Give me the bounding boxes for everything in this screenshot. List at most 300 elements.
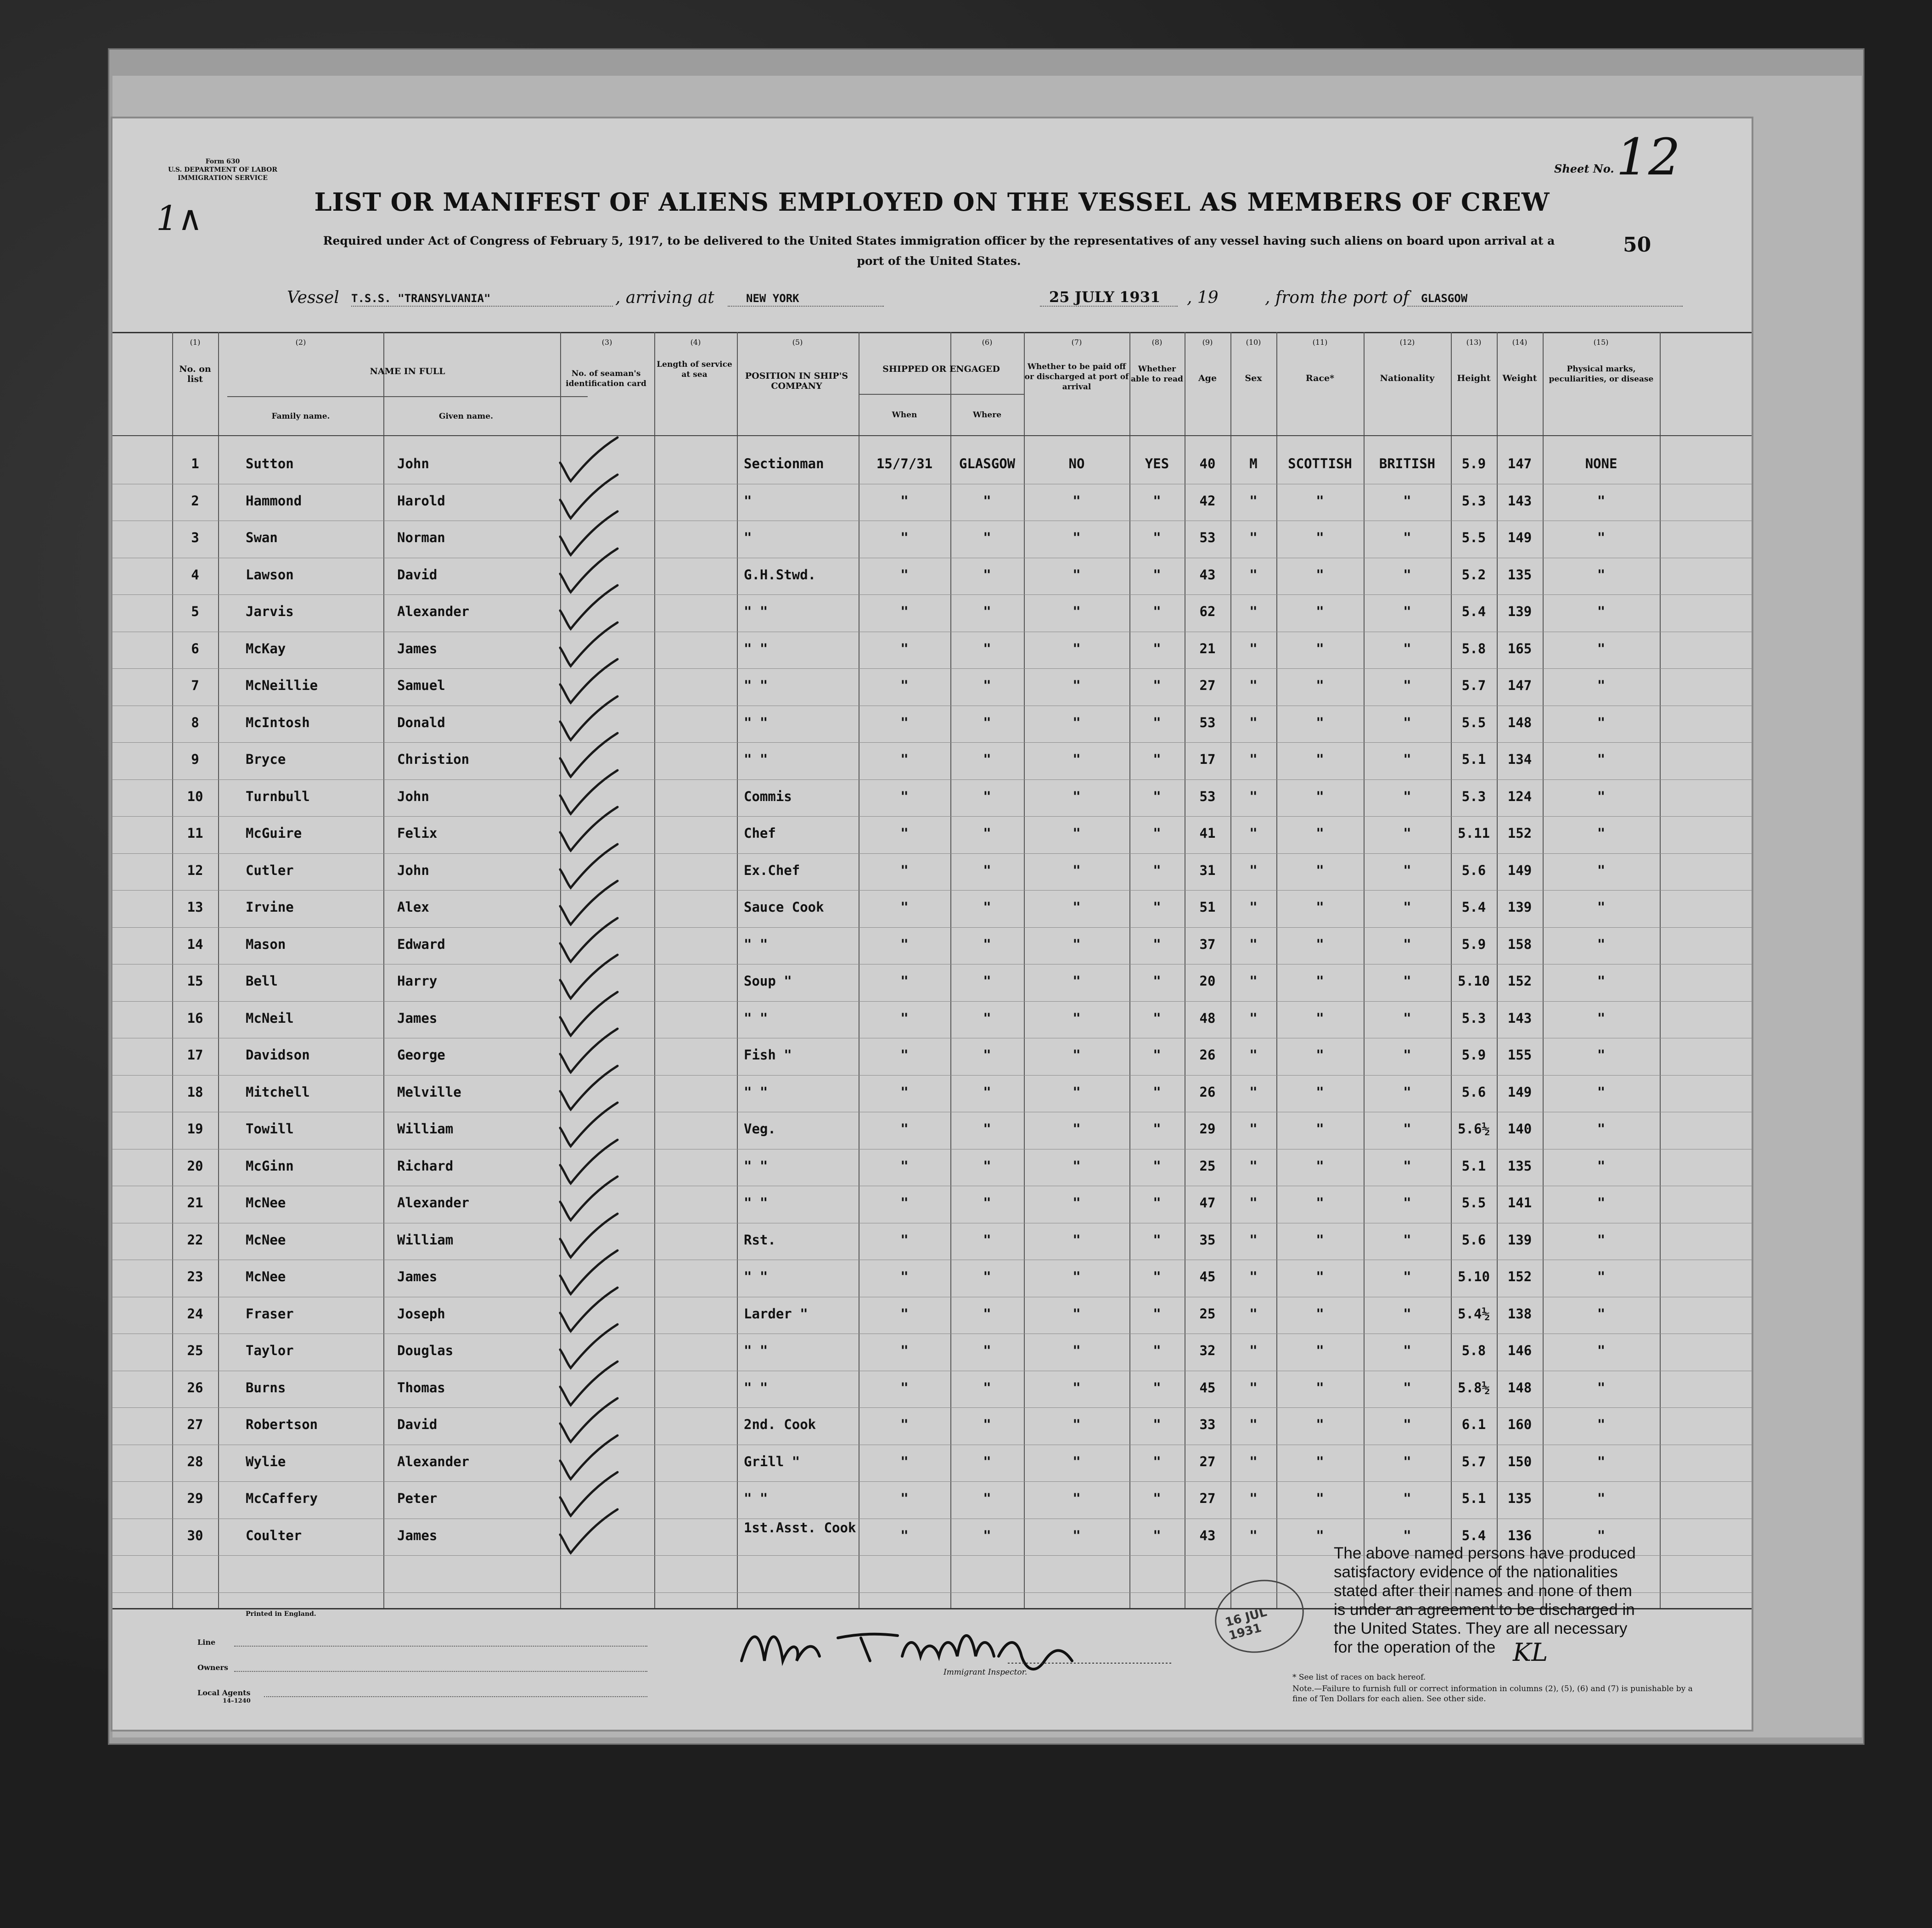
cell-where: " [983,936,991,952]
cell-where: " [983,1121,991,1137]
header-no-on-list: No. on list [179,364,211,384]
header-family-name: Family name. [271,412,330,421]
cell-family: Turnbull [246,789,310,804]
cell-sex: " [1249,1232,1258,1248]
table-row [112,594,1752,631]
cell-race: " [1316,604,1324,619]
cell-when: " [900,604,909,619]
cell-race: " [1316,493,1324,509]
cell-weight: 155 [1507,1047,1532,1063]
cell-when: " [900,936,909,952]
cell-race: " [1316,899,1324,915]
cell-nationality: " [1403,751,1411,767]
cell-when: " [900,1343,909,1358]
cell-age: 43 [1199,1528,1216,1543]
cell-sex: " [1249,678,1258,693]
cell-where: " [983,1084,991,1100]
cell-when: " [900,1084,909,1100]
cell-nationality: " [1403,1454,1411,1469]
cell-where: " [983,1380,991,1396]
cell-family: Towill [246,1121,294,1137]
cell-nationality: " [1403,1417,1411,1432]
cell-nationality: " [1403,1084,1411,1100]
cell-family: Jarvis [246,604,294,619]
cell-family: Irvine [246,899,294,915]
cell-weight: 143 [1507,1010,1532,1026]
cell-given: Richard [397,1158,454,1174]
cell-no: 20 [187,1158,203,1174]
cell-marks: " [1597,899,1606,915]
cell-height: 5.8 [1461,641,1486,656]
cell-race: " [1316,1491,1324,1506]
cell-position: Rst. [744,1232,776,1248]
cell-marks: " [1597,1084,1606,1100]
cell-race: " [1316,1417,1324,1432]
cell-family: Robertson [246,1417,318,1432]
cell-position: " [744,530,752,545]
cell-weight: 139 [1507,604,1532,619]
cell-when: " [900,567,909,583]
cell-position: " " [744,751,768,767]
cell-weight: 150 [1507,1454,1532,1469]
cell-no: 11 [187,825,203,841]
cell-paid: " [1073,715,1081,730]
column-number: (12) [1399,338,1415,347]
cell-height: 5.4 [1461,604,1486,619]
manifest-page [112,118,1752,1730]
cell-paid: " [1073,1047,1081,1063]
cell-age: 43 [1199,567,1216,583]
cell-given: Alex [397,899,429,915]
cell-given: Peter [397,1491,438,1506]
cell-when: " [900,715,909,730]
cell-family: Taylor [246,1343,294,1358]
cell-given: James [397,1269,438,1284]
cell-read: " [1153,641,1161,656]
cell-read: " [1153,715,1161,730]
cell-when: " [900,973,909,989]
cell-paid: " [1073,1195,1081,1211]
cell-where: " [983,973,991,989]
cell-weight: 147 [1507,456,1532,471]
cell-nationality: " [1403,567,1411,583]
cell-sex: " [1249,1084,1258,1100]
cell-marks: " [1597,1528,1606,1543]
cell-read: " [1153,567,1161,583]
cell-height: 5.6 [1461,1084,1486,1100]
cell-where: " [983,493,991,509]
cell-age: 31 [1199,863,1216,878]
cell-nationality: " [1403,1491,1411,1506]
cell-nationality: " [1403,936,1411,952]
cell-sex: " [1249,1158,1258,1174]
cell-when: " [900,1195,909,1211]
cell-no: 10 [187,789,203,804]
header-when: When [892,410,917,420]
date-stamp [1207,1570,1312,1662]
cell-age: 20 [1199,973,1216,989]
cell-sex: " [1249,936,1258,952]
cell-where: " [983,1343,991,1358]
cell-age: 37 [1199,936,1216,952]
cell-position: Veg. [744,1121,776,1137]
cell-no: 3 [191,530,199,545]
cell-paid: " [1073,936,1081,952]
cell-no: 23 [187,1269,203,1284]
header-able-read: Whether able to read [1131,364,1183,384]
cell-paid: " [1073,1121,1081,1137]
table-row [112,816,1752,853]
cell-race: " [1316,825,1324,841]
cell-age: 33 [1199,1417,1216,1432]
cell-family: Cutler [246,863,294,878]
cell-given: Douglas [397,1343,454,1358]
table-row [112,1149,1752,1186]
cell-family: Wylie [246,1454,286,1469]
header-race: Race* [1305,373,1335,383]
cell-no: 21 [187,1195,203,1211]
cell-read: " [1153,936,1161,952]
cell-read: " [1153,1084,1161,1100]
column-number: (4) [690,338,701,347]
cell-age: 35 [1199,1232,1216,1248]
cell-given: William [397,1232,454,1248]
cell-marks: " [1597,863,1606,878]
cell-height: 5.5 [1461,715,1486,730]
cell-weight: 135 [1507,567,1532,583]
cell-family: Mason [246,936,286,952]
cell-marks: " [1597,493,1606,509]
cell-nationality: " [1403,1343,1411,1358]
cell-sex: " [1249,604,1258,619]
cell-paid: " [1073,863,1081,878]
cell-when: " [900,493,909,509]
cell-given: Alexander [397,604,470,619]
cell-weight: 149 [1507,530,1532,545]
cell-position: Ex.Chef [744,863,800,878]
form-number: Form 630 [205,158,240,165]
cell-race: " [1316,641,1324,656]
cell-given: George [397,1047,445,1063]
cell-given: Edward [397,936,445,952]
cell-paid: " [1073,678,1081,693]
table-row [112,706,1752,742]
table-row [112,1112,1752,1149]
cell-weight: 139 [1507,1232,1532,1248]
cell-marks: NONE [1585,456,1617,471]
cell-race: " [1316,863,1324,878]
header-rule [112,435,1752,436]
cell-family: McGuire [246,825,302,841]
from-port: GLASGOW [1421,292,1468,305]
cell-sex: " [1249,899,1258,915]
cell-paid: " [1073,973,1081,989]
cell-nationality: " [1403,825,1411,841]
cell-given: Samuel [397,678,445,693]
cell-position: Grill " [744,1454,800,1469]
cell-where: " [983,530,991,545]
cell-race: " [1316,1528,1324,1543]
cell-sex: " [1249,1417,1258,1432]
cell-weight: 146 [1507,1343,1532,1358]
cell-paid: " [1073,1380,1081,1396]
cell-given: Norman [397,530,445,545]
header-length-service: Length of service at sea [657,360,732,379]
table-row [112,853,1752,890]
cell-where: " [983,1269,991,1284]
column-number: (14) [1512,338,1528,347]
cell-family: Swan [246,530,278,545]
cell-family: McNeillie [246,678,318,693]
cell-height: 5.11 [1458,825,1490,841]
cell-race: " [1316,973,1324,989]
cell-race: " [1316,789,1324,804]
cell-height: 5.5 [1461,1195,1486,1211]
header-sex: Sex [1245,373,1262,383]
cell-when: " [900,1380,909,1396]
cell-position: Soup " [744,973,792,989]
cell-where: " [983,1454,991,1469]
cell-weight: 124 [1507,789,1532,804]
cell-height: 5.1 [1461,751,1486,767]
cell-height: 5.4 [1461,899,1486,915]
cell-height: 5.4 [1461,1528,1486,1543]
cell-marks: " [1597,678,1606,693]
cell-race: " [1316,1158,1324,1174]
cell-age: 47 [1199,1195,1216,1211]
cell-where: " [983,1158,991,1174]
nationality-declaration: The above named persons have produced satisfactory evidence of the nationalities stated after their names and none of them is under an agreement to be discharged in the United States. They are all necessary for the operation of the [1334,1544,1636,1656]
cell-marks: " [1597,825,1606,841]
cell-read: " [1153,751,1161,767]
cell-where: " [983,863,991,878]
cell-age: 53 [1199,715,1216,730]
cell-given: John [397,789,429,804]
cell-race: " [1316,751,1324,767]
cell-position: " " [744,1491,768,1506]
cell-position: Sauce Cook [744,899,824,915]
cell-height: 5.8½ [1458,1380,1490,1396]
cell-when: " [900,1047,909,1063]
cell-marks: " [1597,1454,1606,1469]
cell-no: 6 [191,641,199,656]
cell-given: Harold [397,493,445,509]
cell-race: " [1316,1232,1324,1248]
cell-family: McIntosh [246,715,310,730]
cell-race: " [1316,715,1324,730]
cell-read: " [1153,678,1161,693]
cell-race: " [1316,1010,1324,1026]
cell-race: " [1316,530,1324,545]
cell-paid: NO [1068,456,1085,471]
table-row [112,927,1752,964]
cell-weight: 148 [1507,1380,1532,1396]
cell-paid: " [1073,899,1081,915]
table-row [112,1223,1752,1260]
column-number: (3) [601,338,612,347]
cell-marks: " [1597,1417,1606,1432]
cell-given: James [397,1010,438,1026]
cell-when: " [900,641,909,656]
column-number: (13) [1466,338,1482,347]
table-row [112,1075,1752,1112]
cell-where: " [983,715,991,730]
checkmark-icon [553,1507,622,1558]
cell-given: William [397,1121,454,1137]
table-top-rule [112,332,1752,333]
cell-no: 17 [187,1047,203,1063]
cell-family: Bell [246,973,278,989]
column-number: (7) [1071,338,1082,347]
printed-note: Printed in England. [246,1610,316,1618]
cell-paid: " [1073,493,1081,509]
cell-age: 53 [1199,530,1216,545]
column-number: (8) [1151,338,1163,347]
cell-nationality: " [1403,1528,1411,1543]
cell-age: 48 [1199,1010,1216,1026]
cell-nationality: " [1403,678,1411,693]
agents-label: Local Agents [197,1688,251,1697]
corner-number: 50 [1623,233,1651,257]
cell-where: " [983,1491,991,1506]
cell-age: 26 [1199,1084,1216,1100]
cell-sex: " [1249,1454,1258,1469]
cell-no: 5 [191,604,199,619]
cell-age: 25 [1199,1158,1216,1174]
table-row [112,1038,1752,1075]
cell-nationality: " [1403,1158,1411,1174]
cell-when: " [900,1454,909,1469]
cell-paid: " [1073,1084,1081,1100]
table-row [112,1445,1752,1481]
header-height: Height [1457,373,1491,383]
cell-given: Joseph [397,1306,445,1322]
owners-label: Owners [197,1663,228,1672]
cell-position: " " [744,1084,768,1100]
table-row [112,1186,1752,1222]
vessel-name: T.S.S. "TRANSYLVANIA" [351,292,491,305]
arriving-port: NEW YORK [746,292,799,305]
cell-weight: 149 [1507,863,1532,878]
cell-nationality: BRITISH [1379,456,1436,471]
cell-where: " [983,1047,991,1063]
cell-height: 5.3 [1461,493,1486,509]
cell-nationality: " [1403,1306,1411,1322]
cell-read: " [1153,1306,1161,1322]
cell-family: Hammond [246,493,302,509]
department-name: U.S. DEPARTMENT OF LABOR [168,166,278,174]
cell-marks: " [1597,604,1606,619]
cell-read: " [1153,1232,1161,1248]
cell-when: " [900,1269,909,1284]
cell-nationality: " [1403,1195,1411,1211]
page-subtitle: Required under Act of Congress of February 5, 1917, to be delivered to the United States immigration officer by the representatives of any vessel having such aliens on board upon arrival at a port of the United States. [323,234,1555,268]
cell-height: 5.10 [1458,973,1490,989]
cell-family: McNee [246,1269,286,1284]
cell-no: 14 [187,936,203,952]
cell-paid: " [1073,567,1081,583]
from-label: , from the port of [1265,288,1409,307]
cell-where: " [983,825,991,841]
cell-when: " [900,1528,909,1543]
cell-sex: " [1249,825,1258,841]
cell-height: 5.4½ [1458,1306,1490,1322]
cell-weight: 160 [1507,1417,1532,1432]
header-shipped: SHIPPED OR ENGAGED [882,364,1000,374]
cell-position: " " [744,1380,768,1396]
year-label: , 19 [1187,288,1219,307]
cell-nationality: " [1403,493,1411,509]
cell-read: YES [1145,456,1169,471]
cell-age: 53 [1199,789,1216,804]
cell-read: " [1153,1343,1161,1358]
cell-weight: 143 [1507,493,1532,509]
cell-paid: " [1073,1343,1081,1358]
table-row [112,668,1752,705]
cell-family: Bryce [246,751,286,767]
cell-position: " " [744,1158,768,1174]
cell-weight: 158 [1507,936,1532,952]
cell-paid: " [1073,751,1081,767]
cell-family: McCaffery [246,1491,318,1506]
cell-family: McNeil [246,1010,294,1026]
cell-nationality: " [1403,715,1411,730]
cell-age: 17 [1199,751,1216,767]
cell-position: " " [744,1195,768,1211]
cell-family: Burns [246,1380,286,1396]
cell-position: Chef [744,825,776,841]
cell-no: 26 [187,1380,203,1396]
cell-weight: 149 [1507,1084,1532,1100]
cell-height: 5.2 [1461,567,1486,583]
cell-race: " [1316,1047,1324,1063]
cell-sex: " [1249,567,1258,583]
cell-position: Commis [744,789,792,804]
table-row [112,1481,1752,1518]
cell-position: " " [744,641,768,656]
cell-no: 19 [187,1121,203,1137]
cell-position: " " [744,936,768,952]
column-number: (10) [1246,338,1261,347]
cell-family: Davidson [246,1047,310,1063]
cell-marks: " [1597,1306,1606,1322]
cell-read: " [1153,1454,1161,1469]
cell-when: " [900,1232,909,1248]
cell-nationality: " [1403,1121,1411,1137]
header-name-in-full: NAME IN FULL [370,366,445,376]
cell-marks: " [1597,1158,1606,1174]
cell-weight: 152 [1507,1269,1532,1284]
cell-no: 28 [187,1454,203,1469]
cell-marks: " [1597,1269,1606,1284]
cell-nationality: " [1403,1232,1411,1248]
cell-when: " [900,825,909,841]
cell-nationality: " [1403,1010,1411,1026]
cell-nationality: " [1403,1380,1411,1396]
header-weight: Weight [1502,373,1537,383]
cell-height: 5.10 [1458,1269,1490,1284]
header-id-card: No. of seaman's identification card [566,369,646,388]
cell-age: 21 [1199,641,1216,656]
cell-paid: " [1073,1010,1081,1026]
cell-given: David [397,1417,438,1432]
cell-marks: " [1597,1010,1606,1026]
cell-when: " [900,1306,909,1322]
cell-read: " [1153,863,1161,878]
table-row [112,1001,1752,1038]
cell-sex: " [1249,973,1258,989]
cell-height: 6.1 [1461,1417,1486,1432]
